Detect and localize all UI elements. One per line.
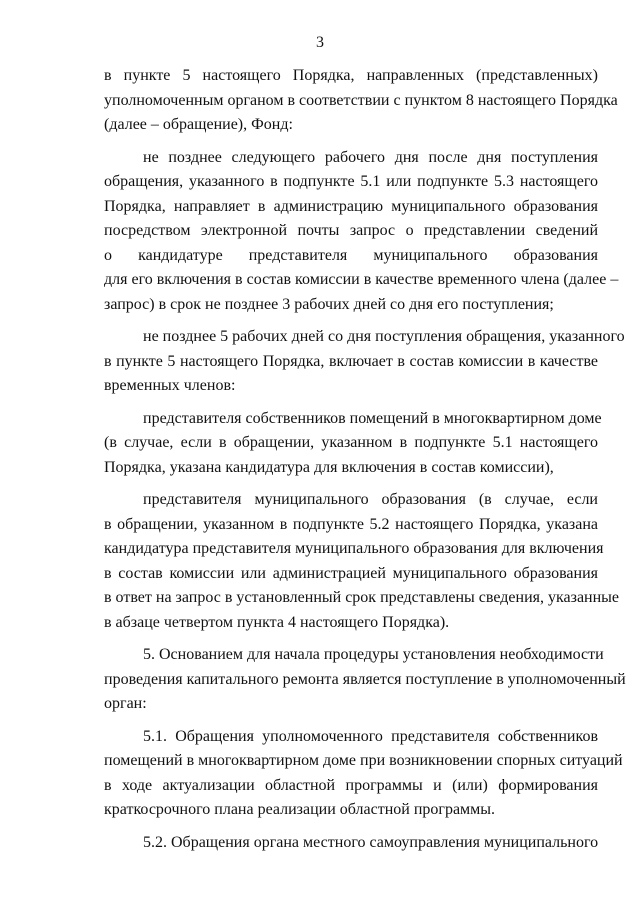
text-line: не позднее следующего рабочего дня после дня поступления bbox=[143, 148, 598, 166]
text-line: в ходе актуализации областной программы и (или) формирования bbox=[104, 776, 598, 794]
text-line: (в случае, если в обращении, указанном в подпункте 5.1 настоящего bbox=[104, 434, 598, 451]
paragraph-section-5-1 bbox=[104, 725, 623, 823]
text-line: проведения капитального ремонта является поступление в уполномоченный bbox=[104, 670, 626, 688]
text-line: 5.2. Обращения органа местного самоуправления муниципального bbox=[143, 833, 599, 851]
text-line: в ответ на запрос в установленный срок представлены сведения, указанные bbox=[104, 589, 620, 606]
document-body bbox=[104, 64, 626, 855]
text-line: представителя муниципального образования (в случае, если bbox=[143, 491, 598, 508]
text-line: не позднее 5 рабочих дней со дня поступления обращения, указанного bbox=[143, 328, 625, 345]
paragraph-municipal-representative bbox=[104, 488, 620, 635]
text-line: в пункте 5 настоящего Порядка, направленных (представленных) bbox=[104, 67, 598, 84]
text-line: временных членов: bbox=[104, 377, 236, 394]
text-line: (далее – обращение), Фонд: bbox=[104, 116, 293, 133]
text-line: Порядка, направляет в администрацию муниципального образования bbox=[104, 197, 598, 215]
text-line: в обращении, указанном в подпункте 5.2 настоящего Порядка, указана bbox=[104, 515, 598, 533]
text-line: 5.1. Обращения уполномоченного представителя собственников bbox=[143, 727, 598, 745]
text-line: запрос) в срок не позднее 3 рабочих дней со дня его поступления; bbox=[104, 295, 554, 313]
text-line: в абзаце четвертом пункта 4 настоящего Порядка). bbox=[104, 613, 450, 631]
text-line: в пункте 5 настоящего Порядка, включает в состав комиссии в качестве bbox=[104, 352, 598, 370]
text-line: 5. Основанием для начала процедуры установления необходимости bbox=[143, 646, 604, 663]
text-line: краткосрочного плана реализации областной программы. bbox=[104, 801, 496, 818]
text-line: уполномоченным органом в соответствии с пунктом 8 настоящего Порядка bbox=[104, 91, 618, 109]
paragraph-include-members bbox=[104, 325, 625, 399]
page-number: 3 bbox=[316, 34, 324, 51]
paragraph-section-5-2 bbox=[104, 831, 598, 856]
text-line: орган: bbox=[104, 695, 147, 712]
paragraph-intro bbox=[104, 64, 618, 138]
text-line: о кандидатуре представителя муниципального образования bbox=[104, 246, 598, 264]
text-line: в состав комиссии или администрацией муниципального образования bbox=[104, 564, 598, 582]
text-line: представителя собственников помещений в многоквартирном доме bbox=[143, 409, 602, 427]
text-line: кандидатура представителя муниципального образования для включения bbox=[104, 540, 604, 557]
paragraph-request bbox=[104, 146, 619, 318]
text-line: Порядка, указана кандидатура для включения в состав комиссии), bbox=[104, 458, 554, 476]
text-line: для его включения в состав комиссии в качестве временного члена (далее – bbox=[104, 271, 619, 288]
paragraph-owners-representative bbox=[104, 407, 602, 481]
text-line: обращения, указанного в подпункте 5.1 или подпункте 5.3 настоящего bbox=[104, 173, 598, 190]
paragraph-section-5 bbox=[104, 643, 626, 717]
text-line: посредством электронной почты запрос о представлении сведений bbox=[104, 222, 598, 239]
text-line: помещений в многоквартирном доме при возникновении спорных ситуаций bbox=[104, 752, 623, 769]
